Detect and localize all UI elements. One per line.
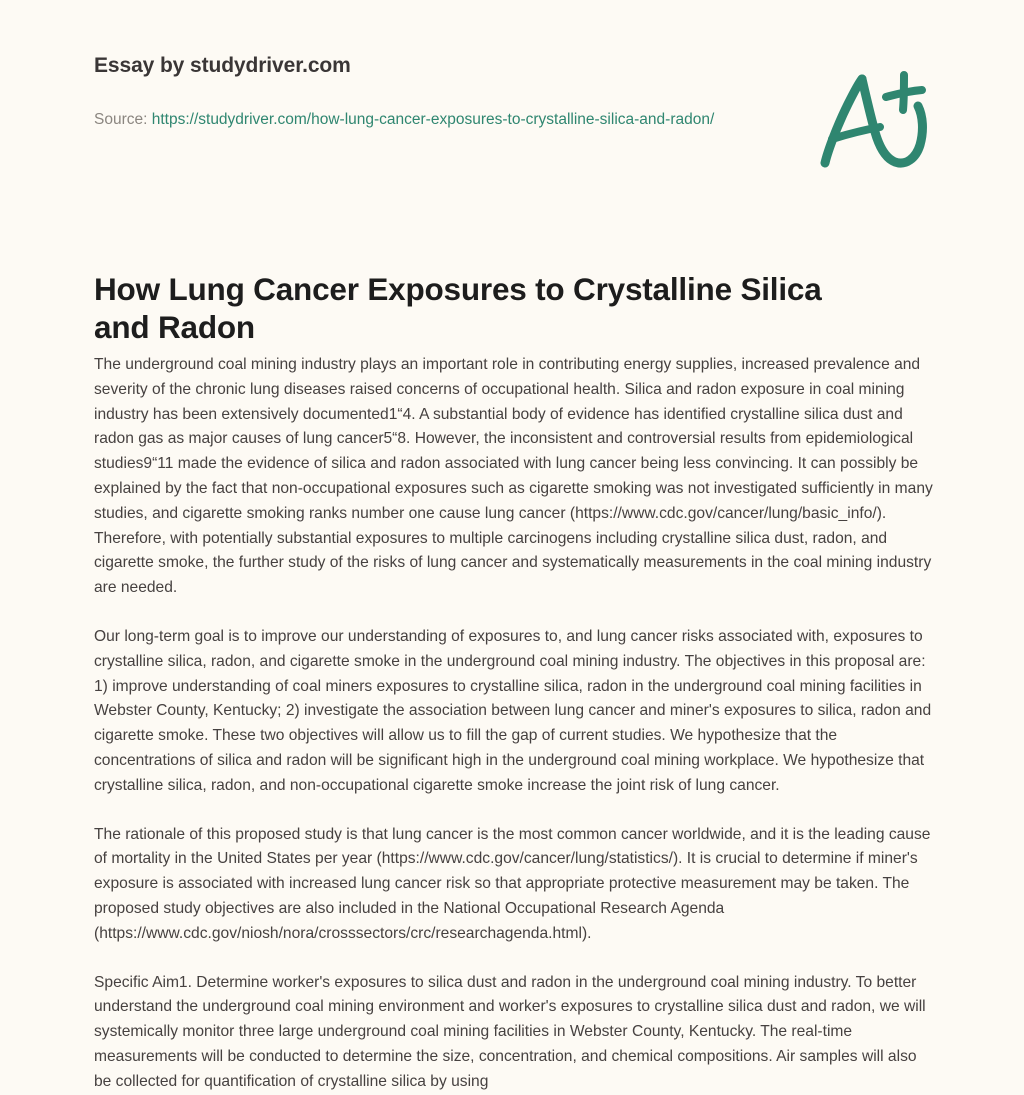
paragraph: The underground coal mining industry plays an important role in contributing energy supplies, increased prevalence and severity of the chronic lung diseases raised concerns of occupational health. Silica and radon exposure in coal mining industry has been extensively documented1“4. A substantial body of evidence has identified crystalline silica dust and radon gas as major causes of lung cancer5“8. However, the inconsistent and controversial results from epidemiological studies9“11 made the evidence of silica and radon associated with lung cancer being less convincing. It can possibly be explained by the fact that non-occupational exposures such as cigarette smoking was not investigated sufficiently in many studies, and cigarette smoking ranks number one cause lung cancer (https://www.cdc.gov/cancer/lung/basic_info/). Therefore, with potentially substantial exposures to multiple carcinogens including crystalline silica dust, radon, and cigarette smoke, the further study of the risks of lung cancer and systematically measurements in the coal mining industry are needed. — [94, 356, 933, 597]
page-header — [0, 0, 1024, 200]
studydriver-a-plus-logo-icon — [812, 66, 944, 176]
paragraph: The rationale of this proposed study is that lung cancer is the most common cancer worldwide, and it is the leading cause of mortality in the United States per year (https://www.cdc.gov/cancer/lung/statistics/). It is crucial to determine if miner's exposure is associated with increased lung cancer risk so that appropriate protective measurement may be taken. The proposed study objectives are also included in the National Occupational Research Agenda (https://www.cdc.gov/niosh/nora/crosssectors/crc/researchagenda.html). — [94, 825, 931, 942]
paragraph: Our long-term goal is to improve our understanding of exposures to, and lung cancer risks associated with, exposures to crystalline silica, radon, and cigarette smoke in the underground coal mining industry. The objectives in this proposal are: 1) improve understanding of coal miners exposures to crystalline silica, radon in the underground coal mining facilities in Webster County, Kentucky; 2) investigate the association between lung cancer and miner's exposures to silica, radon and cigarette smoke. These two objectives will allow us to fill the gap of current studies. We hypothesize that the concentrations of silica and radon will be significant high in the underground coal mining workplace. We hypothesize that crystalline silica, radon, and non-occupational cigarette smoke increase the joint risk of lung cancer. — [94, 627, 932, 794]
paragraph: Specific Aim1. Determine worker's exposures to silica dust and radon in the underground coal mining industry. To better understand the underground coal mining environment and worker's exposures to crystalline silica dust and radon, we will systemically monitor three large underground coal mining facilities in Webster County, Kentucky. The real-time measurements will be conducted to determine the size, concentration, and chemical compositions. Air samples will also be collected for quantification of crystalline silica by using — [94, 973, 926, 1090]
article-body — [94, 353, 935, 1095]
page-title: How Lung Cancer Exposures to Crystalline Silica and Radon — [94, 271, 822, 346]
byline: Essay by studydriver.com — [94, 54, 351, 77]
source-label: Source: — [94, 111, 148, 128]
source-url-link[interactable]: https://studydriver.com/how-lung-cancer-exposures-to-crystalline-silica-and-radon/ — [151, 111, 715, 128]
source-line — [94, 107, 754, 133]
